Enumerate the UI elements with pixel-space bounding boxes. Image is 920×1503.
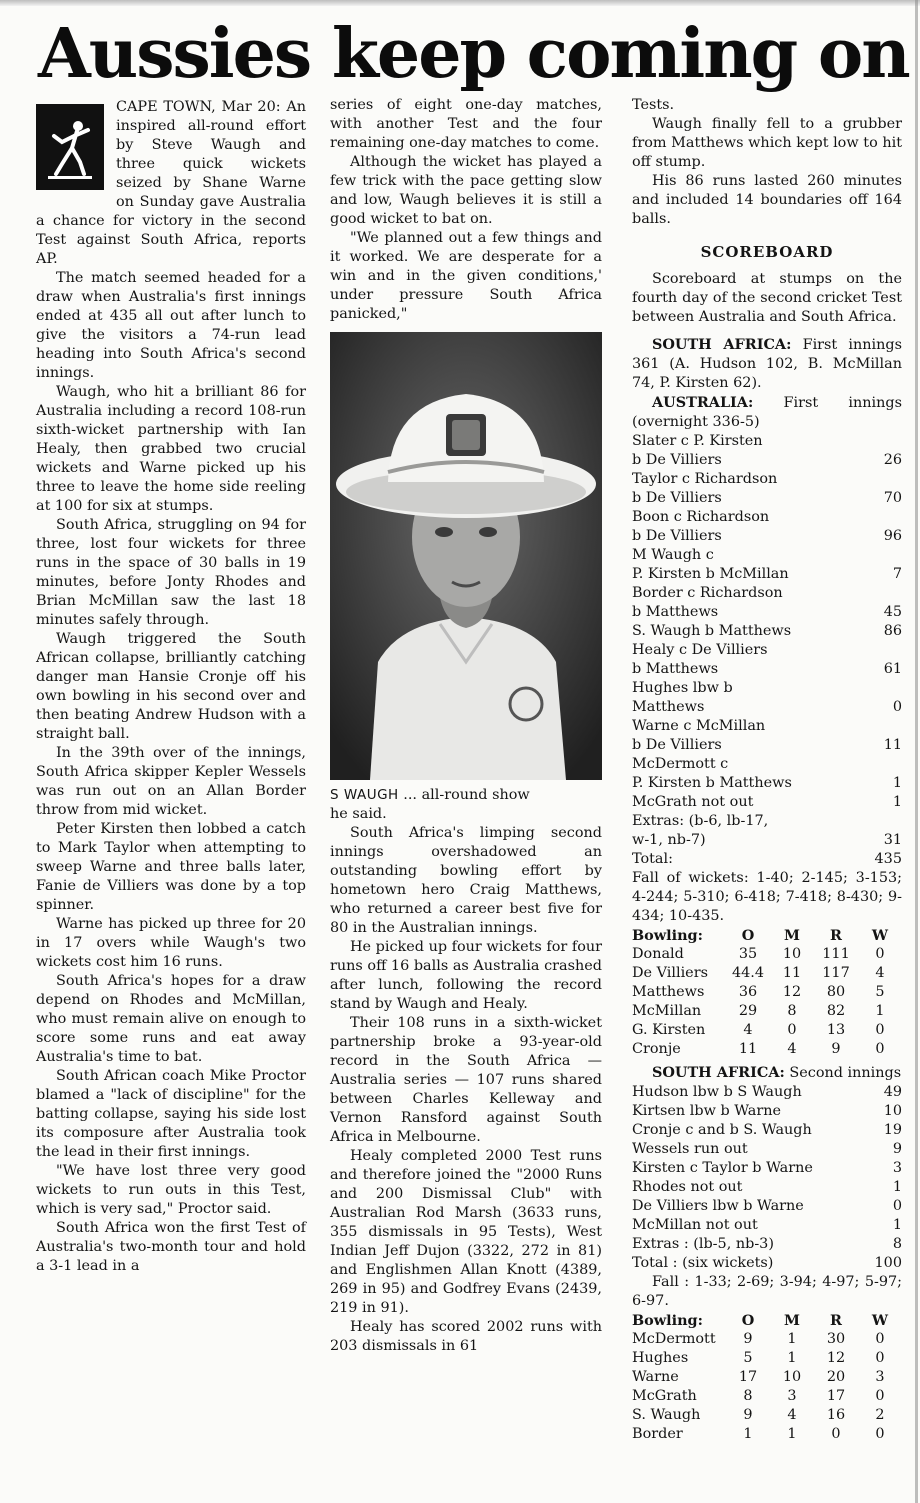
bowling-cell: 2: [875, 1407, 885, 1423]
batting-row: [632, 489, 902, 508]
sa-team-label: SOUTH AFRICA:: [652, 336, 792, 353]
bowling-cell: 29: [738, 1003, 758, 1019]
batting-line: Taylor c Richardson: [632, 471, 778, 487]
batting-dismissal: McGrath not out: [632, 794, 754, 810]
batting-dismissal: Total : (six wickets): [632, 1255, 774, 1271]
aus-bowling-table: [632, 926, 902, 1059]
bowling-header-cell: Bowling:: [632, 1312, 703, 1329]
batting-runs: 49: [883, 1084, 902, 1100]
bowling-cell: 117: [822, 965, 850, 981]
article-paragraph: Waugh triggered the South African collapse, brilliantly catching danger man Hansie Cronje off his own bowling in his second over and then beating Andrew Hudson with a straight ball.: [36, 631, 306, 742]
batting-runs: 96: [883, 528, 902, 544]
bowling-cell: 111: [822, 946, 850, 962]
article-paragraph: His 86 runs lasted 260 minutes and included 14 boundaries off 164 balls.: [632, 173, 902, 227]
bowling-cell: 20: [826, 1369, 846, 1385]
aus-first-innings: [632, 393, 902, 432]
batting-dismissal: b De Villiers: [632, 490, 722, 506]
bowling-cell: 35: [738, 946, 758, 962]
bowling-row: [632, 983, 902, 1002]
scoreboard: [632, 243, 902, 1444]
batting-row: [632, 1254, 902, 1273]
article-paragraph: series of eight one-day matches, with another Test and the four remaining one-day matches to come.: [330, 97, 602, 151]
bowling-cell: 1: [743, 1426, 753, 1442]
batting-runs: 70: [883, 490, 902, 506]
bowling-header-row: [632, 1311, 902, 1330]
bowling-cell: 9: [743, 1331, 753, 1347]
bowling-row: [632, 1002, 902, 1021]
bowling-cell: 5: [875, 984, 885, 1000]
batting-dismissal: b De Villiers: [632, 528, 722, 544]
bowling-row: [632, 1330, 902, 1349]
batting-runs: 7: [892, 566, 902, 582]
bowling-cell: De Villiers: [632, 965, 708, 981]
batting-row: [632, 698, 902, 717]
article-column-2: [330, 96, 602, 1356]
batting-runs: 435: [874, 851, 902, 867]
batting-runs: 61: [883, 661, 902, 677]
batting-dismissal: b De Villiers: [632, 452, 722, 468]
article-paragraph: Waugh finally fell to a grubber from Matthews which kept low to hit off stump.: [632, 116, 902, 170]
bowling-cell: 44.4: [731, 965, 765, 981]
bowling-cell: 0: [875, 1426, 885, 1442]
bowling-cell: Warne: [632, 1369, 679, 1385]
bowling-header-cell: O: [741, 927, 755, 944]
bowling-cell: 13: [826, 1022, 846, 1038]
batting-row: [632, 527, 902, 546]
bowling-cell: 8: [743, 1388, 753, 1404]
batting-row: [632, 603, 902, 622]
bowling-cell: 11: [782, 965, 802, 981]
bowling-cell: 3: [787, 1388, 797, 1404]
bowling-cell: Cronje: [632, 1041, 681, 1057]
bowling-cell: 0: [787, 1022, 797, 1038]
batting-runs: 9: [892, 1141, 902, 1157]
batting-runs: 31: [883, 832, 902, 848]
bowling-cell: 0: [875, 1022, 885, 1038]
batting-row: [632, 1102, 902, 1121]
bowling-header-cell: M: [784, 927, 800, 944]
bowling-row: [632, 945, 902, 964]
bowling-cell: Donald: [632, 946, 684, 962]
bowling-row: [632, 1406, 902, 1425]
batting-dismissal: Total:: [632, 851, 673, 867]
batting-runs: 0: [892, 1198, 902, 1214]
bowling-cell: McDermott: [632, 1331, 716, 1347]
article-paragraph: In the 39th over of the innings, South Africa skipper Kepler Wessels was run out on an Allan Border throw from mid wicket.: [36, 745, 306, 818]
batting-runs: 1: [892, 794, 902, 810]
bowling-cell: 3: [875, 1369, 885, 1385]
batting-dismissal: P. Kirsten b Matthews: [632, 775, 792, 791]
bowling-header-cell: R: [830, 927, 842, 944]
bowling-cell: 17: [738, 1369, 758, 1385]
bowling-cell: 4: [875, 965, 885, 981]
bowling-cell: 30: [826, 1331, 846, 1347]
batting-dismissal: w-1, nb-7): [632, 832, 706, 848]
batting-line: Warne c McMillan: [632, 718, 766, 734]
batting-row: [632, 850, 902, 869]
batting-line: Hughes lbw b: [632, 680, 733, 696]
bowling-cell: 4: [743, 1022, 753, 1038]
batting-row: [632, 1197, 902, 1216]
batting-dismissal: b De Villiers: [632, 737, 722, 753]
batting-line: M Waugh c: [632, 547, 714, 563]
article-paragraph: he said.: [330, 806, 387, 822]
article-paragraph: Tests.: [632, 97, 675, 113]
bowling-cell: McMillan: [632, 1003, 702, 1019]
batting-dismissal: b Matthews: [632, 661, 719, 677]
article-paragraph: "We have lost three very good wickets to run outs in this Test, which is very sad," Proctor said.: [36, 1163, 306, 1217]
bowling-cell: 4: [787, 1041, 797, 1057]
bowling-cell: 10: [782, 1369, 802, 1385]
batting-dismissal: McMillan not out: [632, 1217, 758, 1233]
steve-waugh-photo: [330, 332, 602, 780]
bowling-cell: Hughes: [632, 1350, 689, 1366]
article-paragraph: "We planned out a few things and it worked. We are desperate for a win and in the given conditions,' under pressure South Africa panicked,": [330, 230, 602, 322]
batting-row: [632, 1216, 902, 1235]
bowling-cell: 80: [826, 984, 846, 1000]
bowling-cell: 0: [875, 1331, 885, 1347]
batting-dismissal: De Villiers lbw b Warne: [632, 1198, 804, 1214]
bowling-cell: 17: [826, 1388, 846, 1404]
article-paragraph: Peter Kirsten then lobbed a catch to Mark Taylor when attempting to sweep Warne and three balls later, Fanie de Villiers was done by a top spinner.: [36, 821, 306, 913]
bowling-cell: 0: [875, 1350, 885, 1366]
bowling-cell: 12: [826, 1350, 846, 1366]
bowling-cell: 10: [782, 946, 802, 962]
bowling-cell: 0: [875, 946, 885, 962]
article-paragraph: South Africa won the first Test of Australia's two-month tour and hold a 3-1 lead in a: [36, 1220, 306, 1274]
batting-row: [632, 565, 902, 584]
aus-team-label: AUSTRALIA:: [652, 394, 754, 411]
batting-row: [632, 1235, 902, 1254]
aus-batting-list: [632, 432, 902, 869]
batting-runs: 8: [892, 1236, 902, 1252]
bowling-cell: G. Kirsten: [632, 1022, 706, 1038]
bowling-cell: 9: [831, 1041, 841, 1057]
bowling-row: [632, 1021, 902, 1040]
page-right-edge: [915, 0, 918, 1503]
batting-row: [632, 736, 902, 755]
batting-dismissal: b Matthews: [632, 604, 719, 620]
article-paragraph: Healy completed 2000 Test runs and therefore joined the "2000 Runs and 200 Dismissal Club" with Australian Rod Marsh (3633 runs, 355 dismissals in 95 Tests), West Indian Jeff Dujon (3322, 272 in 81) and Englishmen Allan Knott (4389, 269 in 95) and Godfrey Evans (2439, 219 in 91).: [330, 1148, 602, 1316]
page-top-rule: [0, 0, 920, 6]
batting-row: [632, 1140, 902, 1159]
bowling-cell: 1: [787, 1350, 797, 1366]
bowling-header-cell: O: [741, 1312, 755, 1329]
batting-runs: 0: [892, 699, 902, 715]
bowling-cell: 16: [826, 1407, 846, 1423]
article-paragraph: South Africa, struggling on 94 for three, lost four wickets for three runs in the space of 30 balls in 19 minutes, before Jonty Rhodes and Brian McMillan saw the last 18 minutes safely through.: [36, 517, 306, 628]
bowling-row: [632, 1387, 902, 1406]
article-paragraph: Their 108 runs in a sixth-wicket partnership broke a 93-year-old record in the South Africa — Australia series — 107 runs shared between Charles Kelleway and Vernon Ransford against South Africa in Melbourne.: [330, 1015, 602, 1145]
batting-runs: 100: [874, 1255, 902, 1271]
bowling-cell: 8: [787, 1003, 797, 1019]
batting-runs: 1: [892, 1179, 902, 1195]
batting-line: Boon c Richardson: [632, 509, 770, 525]
bowling-cell: 0: [875, 1041, 885, 1057]
article-paragraph: Warne has picked up three for 20 in 17 overs while Waugh's two wickets cost him 16 runs.: [36, 916, 306, 970]
bowling-cell: McGrath: [632, 1388, 697, 1404]
bowling-row: [632, 1368, 902, 1387]
sa-second-summary: Second innings: [784, 1065, 902, 1081]
article-paragraph: Waugh, who hit a brilliant 86 for Australia including a record 108-run sixth-wicket partnership with Ian Healy, then grabbed two crucial wickets and Warne picked up his three to leave the home side reeling at 100 for six at stumps.: [36, 384, 306, 514]
sa-first-summary: First innings 361 (A. Hudson 102, B. McMillan 74, P. Kirsten 62).: [632, 337, 902, 391]
batting-row: [632, 1159, 902, 1178]
article-paragraph: The match seemed headed for a draw when Australia's first innings ended at 435 all out after lunch to give the visitors a 74-run lead heading into South Africa's second innings.: [36, 270, 306, 381]
batting-row: [632, 793, 902, 812]
bowling-cell: 82: [826, 1003, 846, 1019]
article-paragraph: He picked up four wickets for four runs off 16 balls as Australia crashed after lunch, following the record stand by Waugh and Healy.: [330, 939, 602, 1012]
bowling-header-cell: M: [784, 1312, 800, 1329]
bowling-row: [632, 1349, 902, 1368]
bowling-cell: 9: [743, 1407, 753, 1423]
bowling-cell: Border: [632, 1426, 683, 1442]
photo-caption: [330, 786, 602, 805]
bowling-cell: S. Waugh: [632, 1407, 701, 1423]
batting-dismissal: Kirsten c Taylor b Warne: [632, 1160, 813, 1176]
col3-paragraphs: [632, 96, 902, 229]
batting-row: [632, 622, 902, 641]
batting-row: [632, 1083, 902, 1102]
article-column-1: [36, 98, 306, 1276]
article-column-3: [632, 96, 902, 1444]
aus-fall-of-wickets: Fall of wickets: 1-40; 2-145; 3-153; 4-244; 5-310; 6-418; 7-418; 8-430; 9-434; 10-435.: [632, 870, 902, 924]
batting-row: [632, 1121, 902, 1140]
bowling-cell: 12: [782, 984, 802, 1000]
bowling-cell: 36: [738, 984, 758, 1000]
bowling-row: [632, 1040, 902, 1059]
bowling-header-cell: R: [830, 1312, 842, 1329]
batting-dismissal: Matthews: [632, 699, 705, 715]
batting-dismissal: P. Kirsten b McMillan: [632, 566, 789, 582]
batting-row: [632, 774, 902, 793]
bowling-cell: Matthews: [632, 984, 705, 1000]
bowling-cell: 4: [787, 1407, 797, 1423]
batting-runs: 19: [883, 1122, 902, 1138]
batting-dismissal: Extras : (lb-5, nb-3): [632, 1236, 774, 1252]
batting-runs: 45: [883, 604, 902, 620]
batting-line: Slater c P. Kirsten: [632, 433, 763, 449]
bowling-cell: 5: [743, 1350, 753, 1366]
aus-first-summary: First innings (overnight 336-5): [632, 395, 902, 430]
sa-bowling-table: [632, 1311, 902, 1444]
sa-batting-list: [632, 1083, 902, 1273]
col1-paragraphs: [36, 98, 306, 1276]
article-paragraph: South Africa's hopes for a draw depend on Rhodes and McMillan, who must remain alive on enough to score some runs and eat away Australia's time to bat.: [36, 973, 306, 1065]
article-paragraph: Although the wicket has played a few trick with the pace getting slow and low, Waugh believes it is still a good wicket to bat on.: [330, 154, 602, 227]
batting-dismissal: Kirtsen lbw b Warne: [632, 1103, 782, 1119]
article-paragraph: Healy has scored 2002 runs with 203 dismissals in 61: [330, 1319, 602, 1354]
scoreboard-intro: Scoreboard at stumps on the fourth day of the second cricket Test between Australia and South Africa.: [632, 271, 902, 325]
bowling-row: [632, 1425, 902, 1444]
batting-line: Border c Richardson: [632, 585, 783, 601]
bowling-header-cell: Bowling:: [632, 927, 703, 944]
batting-dismissal: Cronje c and b S. Waugh: [632, 1122, 812, 1138]
bowling-header-cell: W: [871, 1312, 889, 1329]
bowling-cell: 0: [831, 1426, 841, 1442]
bowling-cell: 1: [787, 1331, 797, 1347]
col2-paragraphs-top: [330, 96, 602, 324]
batting-dismissal: Wessels run out: [632, 1141, 748, 1157]
caption-text: ... all-round show: [398, 787, 530, 803]
batting-runs: 3: [892, 1160, 902, 1176]
batting-dismissal: Rhodes not out: [632, 1179, 743, 1195]
batting-runs: 86: [883, 623, 902, 639]
col2-paragraphs-bottom: [330, 805, 602, 1356]
article-paragraph: South Africa's limping second innings overshadowed an outstanding bowling effort by hometown hero Craig Matthews, who returned a career best five for 80 in the Australian innings.: [330, 825, 602, 936]
sa-fall-of-wickets: Fall : 1-33; 2-69; 3-94; 4-97; 5-97; 6-97.: [632, 1274, 902, 1309]
article-paragraph: CAPE TOWN, Mar 20: An inspired all-round effort by Steve Waugh and three quick wickets seized by Shane Warne on Sunday gave Australia a chance for victory in the second Test against South Africa, reports AP.: [36, 99, 306, 267]
bowling-cell: 11: [738, 1041, 758, 1057]
batting-runs: 1: [892, 1217, 902, 1233]
bowling-cell: 1: [787, 1426, 797, 1442]
batting-row: [632, 451, 902, 470]
bowling-cell: 1: [875, 1003, 885, 1019]
sa-second-innings: [632, 1063, 902, 1083]
sa-first-innings: [632, 335, 902, 393]
batting-row: [632, 1178, 902, 1197]
batting-line: Extras: (b-6, lb-17,: [632, 813, 769, 829]
batting-dismissal: Hudson lbw b S Waugh: [632, 1084, 802, 1100]
batting-dismissal: S. Waugh b Matthews: [632, 623, 792, 639]
cricket-logo-icon: [36, 104, 104, 190]
headline: Aussies keep coming on: [38, 14, 909, 94]
scoreboard-heading: SCOREBOARD: [700, 243, 834, 261]
batting-line: McDermott c: [632, 756, 729, 772]
bowling-row: [632, 964, 902, 983]
bowling-header-row: [632, 926, 902, 945]
batting-runs: 26: [883, 452, 902, 468]
sa-second-team-label: SOUTH AFRICA:: [652, 1064, 785, 1081]
batting-row: [632, 831, 902, 850]
bowling-header-cell: W: [871, 927, 889, 944]
batting-runs: 11: [883, 737, 902, 753]
batting-runs: 1: [892, 775, 902, 791]
article-paragraph: South African coach Mike Proctor blamed a "lack of discipline" for the batting collapse, saying his side lost its composure after Australia took the lead in their first innings.: [36, 1068, 306, 1160]
batting-row: [632, 660, 902, 679]
batting-line: Healy c De Villiers: [632, 642, 768, 658]
caption-name: S WAUGH: [330, 787, 399, 803]
batting-runs: 10: [883, 1103, 902, 1119]
bowling-cell: 0: [875, 1388, 885, 1404]
